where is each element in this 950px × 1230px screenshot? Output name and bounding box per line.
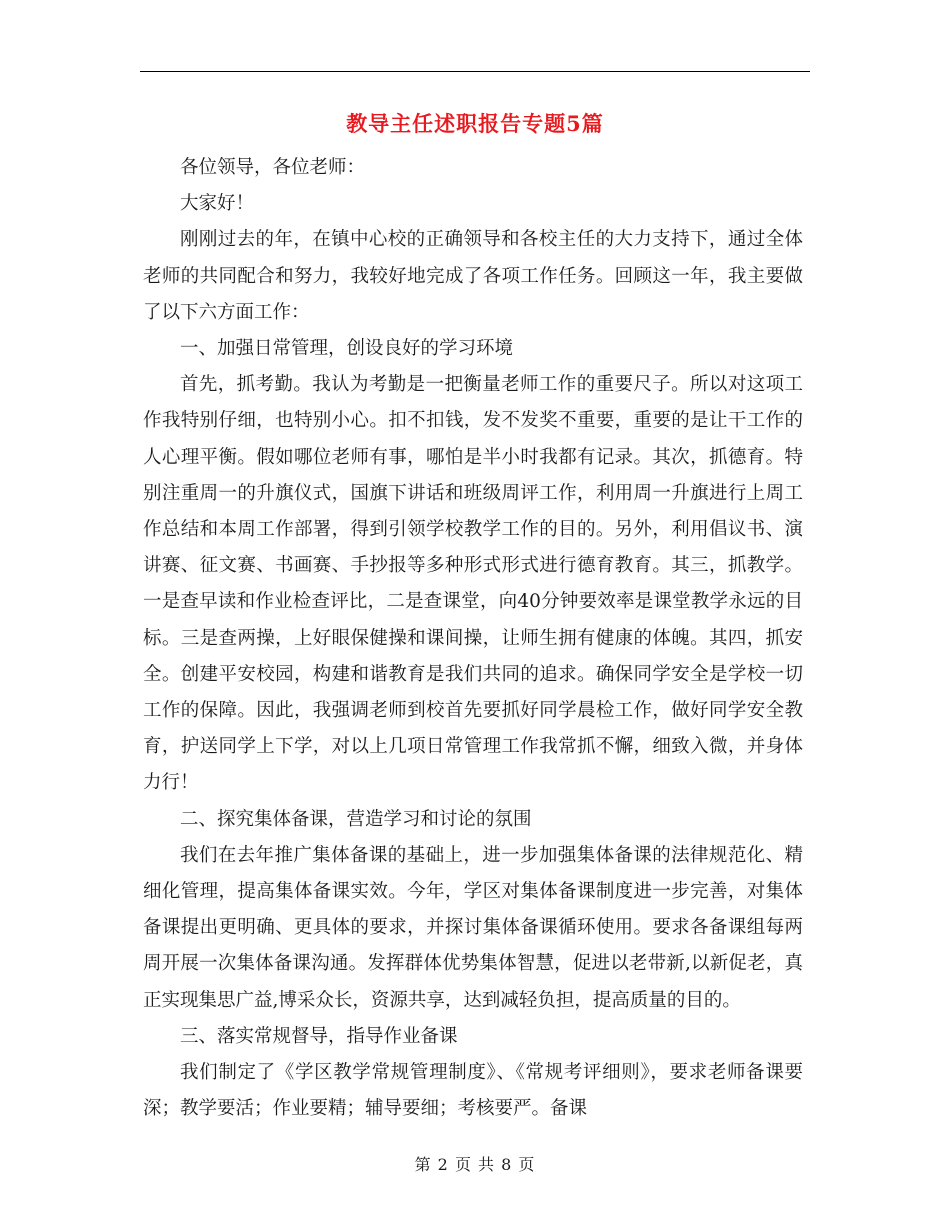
document-title: 教导主任述职报告专题5篇	[346, 111, 604, 136]
body-paragraph: 我们在去年推广集体备课的基础上，进一步加强集体备课的法律规范化、精细化管理，提高集体备课实效。今年，学区对集体备课制度进一步完善，对集体备课提出更明确、更具体的要求，并探讨集体备课循环使用。要求各备课组每两周开展一次集体备课沟通。发挥群体优势集体智慧，促进以老带新,以新促老，真正实现集思广益,博采众长，资源共享，达到减轻负担，提高质量的目的。	[143, 844, 803, 1011]
page-number: 第 2 页 共 8 页	[414, 1155, 536, 1174]
section-heading: 一、加强日常管理，创设良好的学习环境	[180, 338, 514, 360]
body-paragraph: 我们制定了《学区教学常规管理制度》、《常规考评细则》，要求老师备课要深；教学要活；作业要精；辅导要细；考核要严。备课	[143, 1062, 803, 1120]
greeting: 大家好！	[180, 193, 255, 215]
document-body	[143, 150, 803, 1127]
section-heading: 二、探究集体备课，营造学习和讨论的氛围	[180, 808, 532, 830]
section-heading: 三、落实常规督导，指导作业备课	[180, 1025, 458, 1047]
header-rule	[140, 71, 810, 72]
body-paragraph: 首先，抓考勤。我认为考勤是一把衡量老师工作的重要尺子。所以对这项工作我特别仔细，也特别小心。扣不扣钱，发不发奖不重要，重要的是让干工作的人心理平衡。假如哪位老师有事，哪怕是半小时我都有记录。其次，抓德育。特别注重周一的升旗仪式，国旗下讲话和班级周评工作，利用周一升旗进行上周工作总结和本周工作部署，得到引领学校教学工作的目的。另外，利用倡议书、演讲赛、征文赛、书画赛、手抄报等多种形式形式进行德育教育。其三，抓教学。一是查早读和作业检查评比，二是查课堂，向40分钟要效率是课堂教学永远的目标。三是查两操，上好眼保健操和课间操，让师生拥有健康的体魄。其四，抓安全。创建平安校园，构建和谐教育是我们共同的追求。确保同学安全是学校一切工作的保障。因此，我强调老师到校首先要抓好同学晨检工作，做好同学安全教育，护送同学上下学，对以上几项日常管理工作我常抓不懈，细致入微，并身体力行！	[143, 374, 803, 794]
salutation: 各位领导，各位老师：	[180, 157, 366, 178]
body-paragraph: 刚刚过去的年，在镇中心校的正确领导和各校主任的大力支持下，通过全体老师的共同配合和努力，我较好地完成了各项工作任务。回顾这一年，我主要做了以下六方面工作：	[143, 229, 803, 323]
